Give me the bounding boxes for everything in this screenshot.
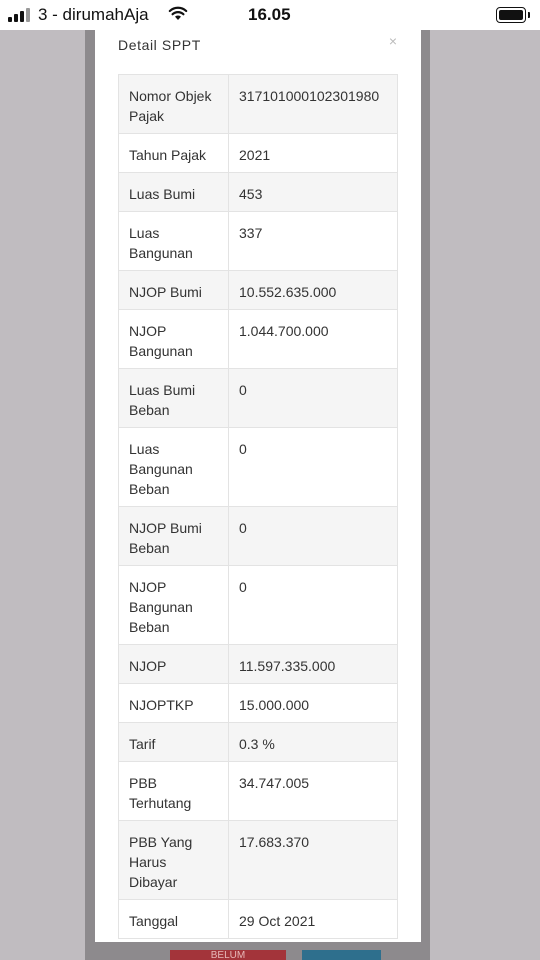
row-value: 2021 — [229, 134, 398, 173]
sppt-detail-table — [118, 74, 398, 939]
table-row — [119, 723, 398, 762]
table-row — [119, 271, 398, 310]
row-label: NJOP Bumi — [119, 271, 229, 310]
table-row — [119, 173, 398, 212]
row-value: 0 — [229, 428, 398, 507]
table-row — [119, 900, 398, 939]
table-row — [119, 645, 398, 684]
row-label: NJOP Bangunan Beban — [119, 566, 229, 645]
table-row — [119, 762, 398, 821]
table-row — [119, 684, 398, 723]
row-label: Luas Bumi — [119, 173, 229, 212]
table-row — [119, 134, 398, 173]
detail-sppt-modal — [95, 30, 421, 942]
row-value: 0.3 % — [229, 723, 398, 762]
row-label: NJOP — [119, 645, 229, 684]
row-value: 1.044.700.000 — [229, 310, 398, 369]
row-value: 10.552.635.000 — [229, 271, 398, 310]
row-value: 34.747.005 — [229, 762, 398, 821]
row-label: NJOPTKP — [119, 684, 229, 723]
table-row — [119, 507, 398, 566]
battery-icon — [496, 7, 530, 23]
unpaid-button: BELUM — [170, 950, 286, 960]
table-row — [119, 566, 398, 645]
row-value: 0 — [229, 507, 398, 566]
row-value: 11.597.335.000 — [229, 645, 398, 684]
row-value: 0 — [229, 369, 398, 428]
signal-icon — [8, 8, 34, 22]
row-label: Luas Bumi Beban — [119, 369, 229, 428]
table-row — [119, 75, 398, 134]
row-label: Luas Bangunan Beban — [119, 428, 229, 507]
table-row — [119, 212, 398, 271]
row-value: 17.683.370 — [229, 821, 398, 900]
row-label: Nomor Objek Pajak — [119, 75, 229, 134]
row-label: Luas Bangunan — [119, 212, 229, 271]
status-bar — [0, 0, 540, 30]
secondary-button — [302, 950, 381, 960]
table-row — [119, 428, 398, 507]
table-row — [119, 369, 398, 428]
row-value: 337 — [229, 212, 398, 271]
wifi-icon — [168, 5, 188, 21]
row-label: NJOP Bangunan — [119, 310, 229, 369]
row-value: 0 — [229, 566, 398, 645]
row-label: Tahun Pajak — [119, 134, 229, 173]
row-value: 29 Oct 2021 — [229, 900, 398, 939]
row-label: PBB Yang Harus Dibayar — [119, 821, 229, 900]
modal-title: Detail SPPT — [118, 37, 201, 53]
sppt-detail-table-wrap — [118, 74, 398, 939]
row-label: PBB Terhutang — [119, 762, 229, 821]
row-label: Tarif — [119, 723, 229, 762]
row-label: NJOP Bumi Beban — [119, 507, 229, 566]
row-value: 15.000.000 — [229, 684, 398, 723]
clock-time: 16.05 — [248, 5, 291, 24]
carrier-name: 3 - dirumahAja — [38, 5, 149, 24]
row-value: 453 — [229, 173, 398, 212]
table-row — [119, 310, 398, 369]
row-value: 317101000102301980 — [229, 75, 398, 134]
close-icon[interactable]: × — [388, 33, 397, 49]
table-row — [119, 821, 398, 900]
row-label: Tanggal — [119, 900, 229, 939]
